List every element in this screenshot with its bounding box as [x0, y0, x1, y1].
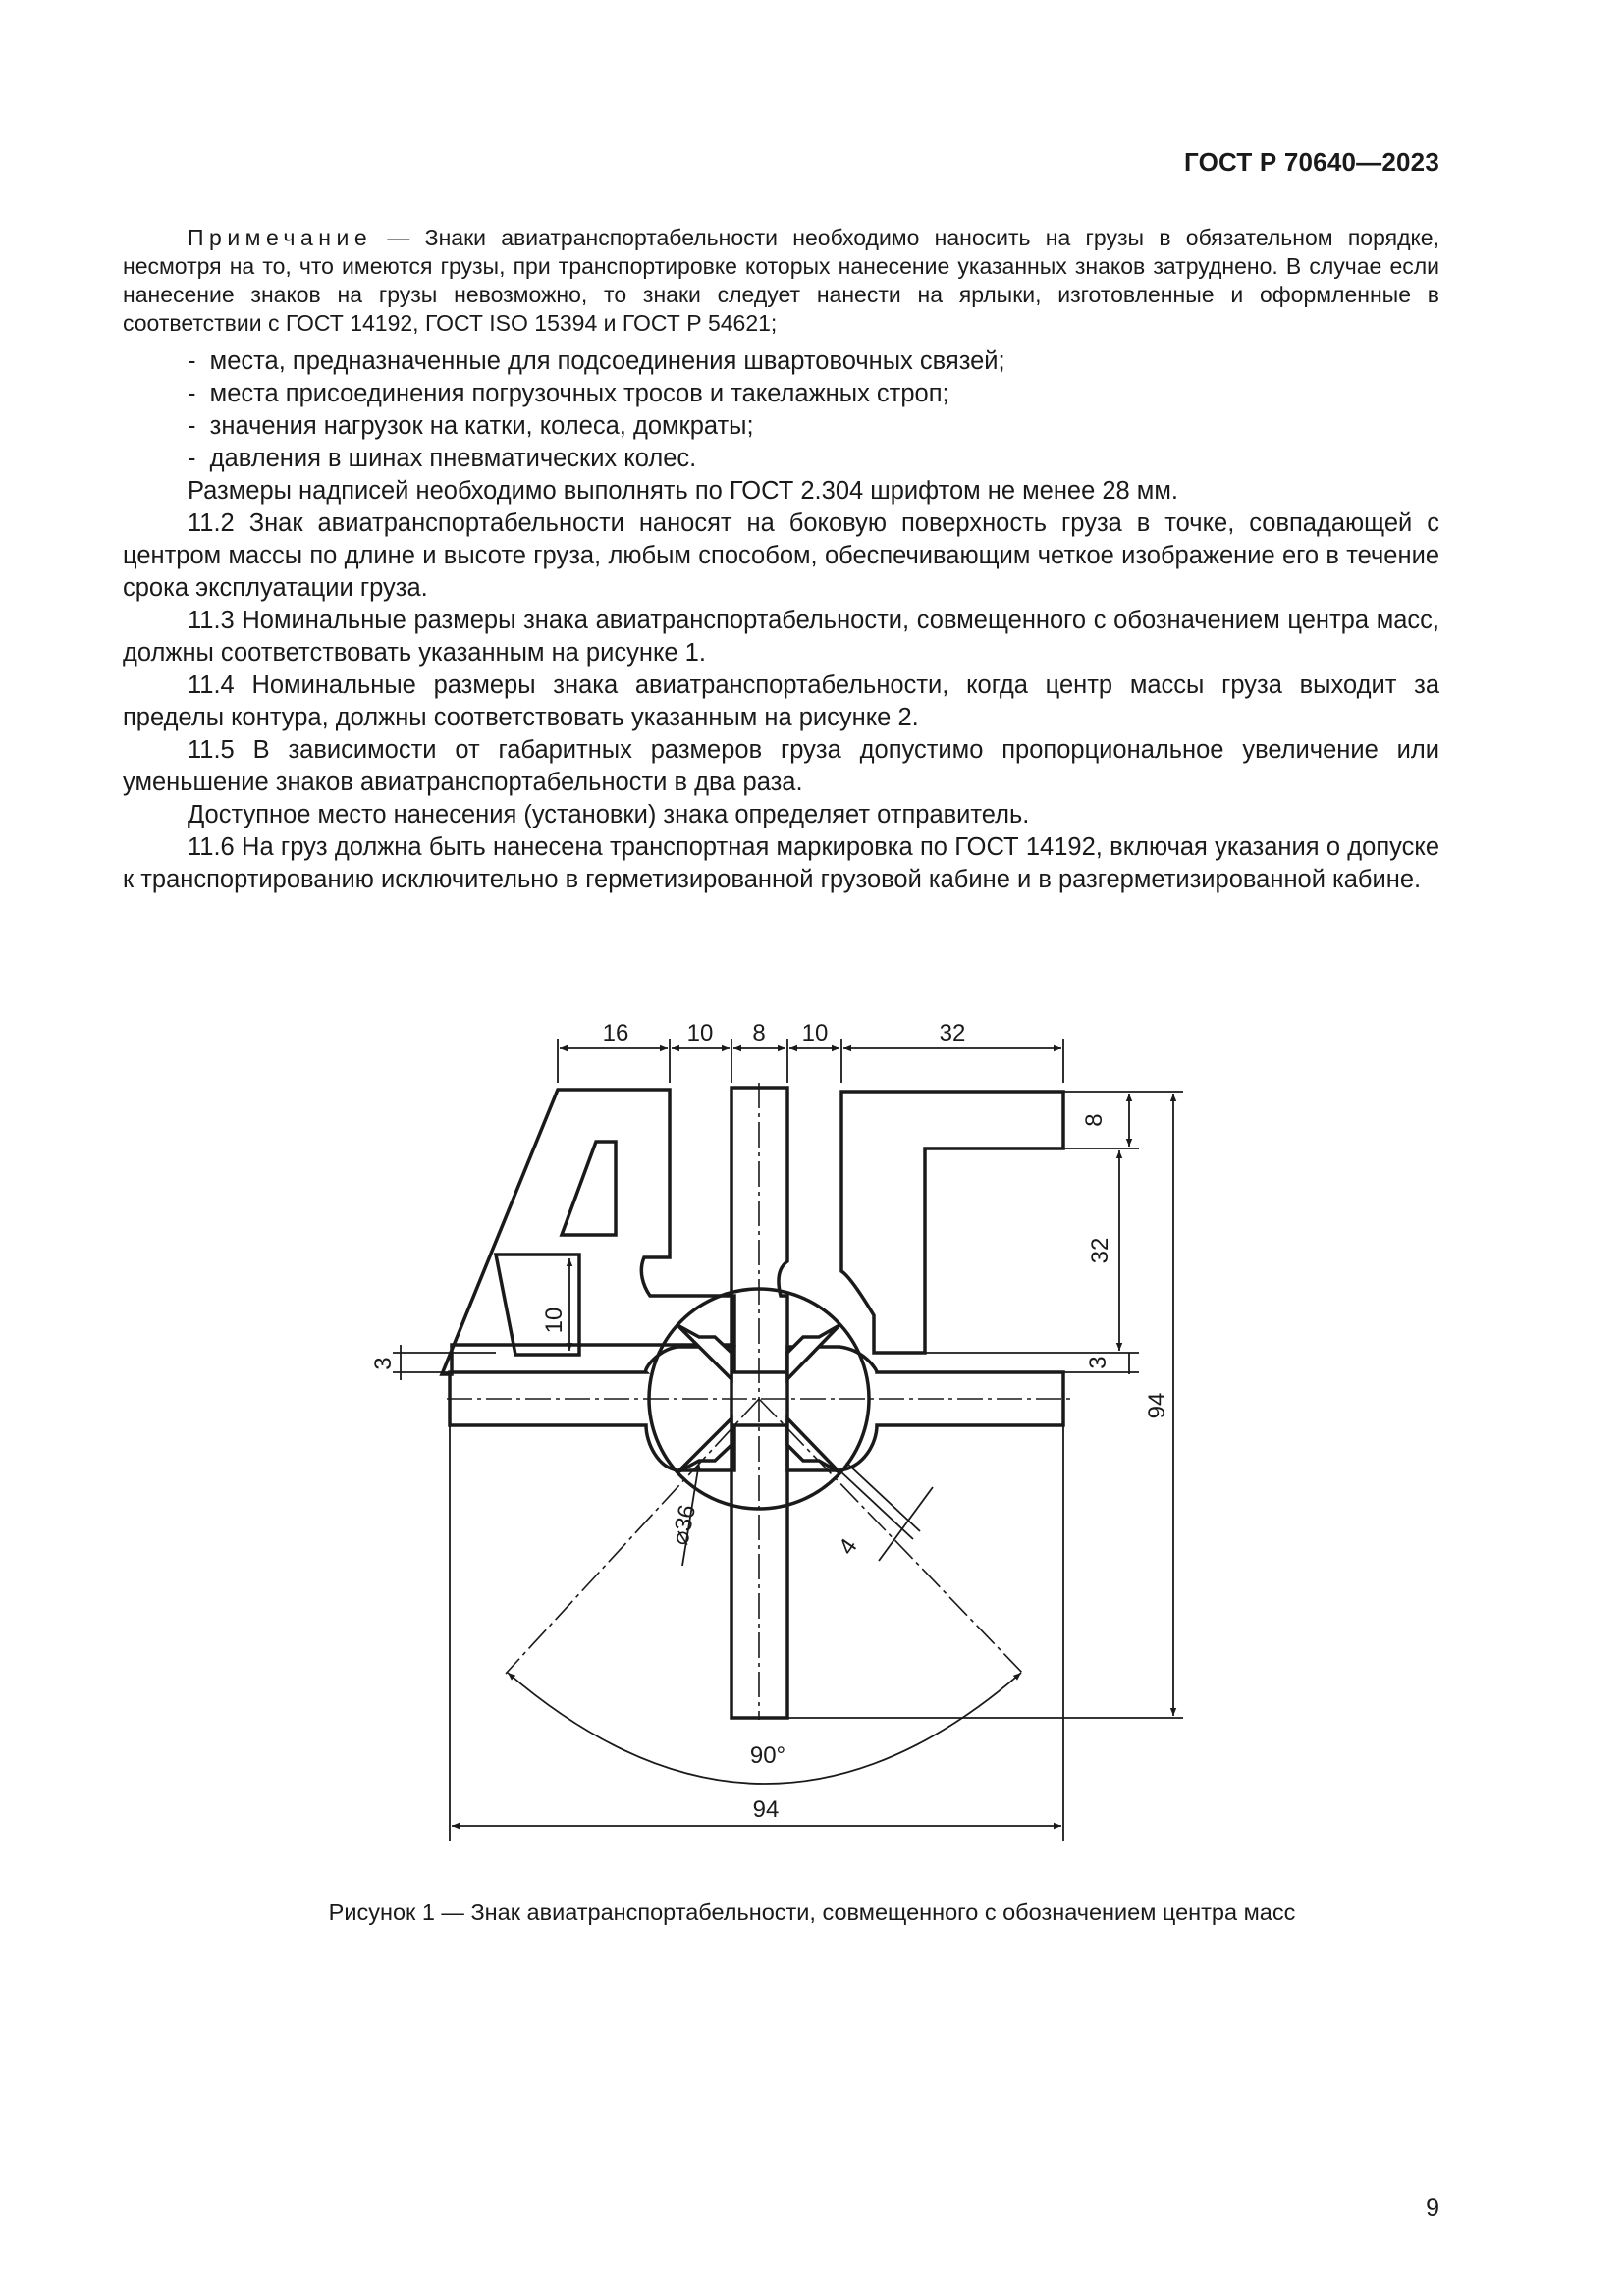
page-number: 9: [1426, 2194, 1439, 2221]
note-label: Примечание: [188, 225, 373, 250]
center-lines: [447, 1083, 1070, 1720]
paragraph: Размеры надписей необходимо выполнять по ГОСТ 2.304 шрифтом не менее 28 мм.: [188, 477, 1178, 505]
arrow-top-left: [677, 1325, 731, 1379]
arrow-top-right: [787, 1325, 839, 1379]
figure-1: [370, 1011, 1213, 1855]
dimension-labels: [370, 1020, 1170, 1823]
dim-label-10-left: 10: [686, 1020, 714, 1046]
dim-label-8-right: 8: [1081, 1113, 1108, 1127]
paragraph-11-4: 11.4 Номинальные размеры знака авиатранспортабельности, когда центр массы груза выходит за пределы контура, должны соответствовать указанным на рисунке 2.: [123, 671, 1439, 731]
dim-label-3-left: 3: [370, 1357, 397, 1370]
dim-label-8-top: 8: [752, 1020, 766, 1046]
paragraph-11-3: 11.3 Номинальные размеры знака авиатранспортабельности, совмещенного с обозначением центра масс, должны соответствовать указанным на рисунке 1.: [123, 607, 1439, 667]
dim-label-16: 16: [602, 1020, 629, 1046]
list-item: - значения нагрузок на катки, колеса, домкраты;: [188, 410, 1439, 443]
arrow-bottom-right: [787, 1418, 839, 1472]
list-item: - места присоединения погрузочных тросов и такелажных строп;: [188, 378, 1439, 410]
requirements-list: [123, 346, 1439, 475]
dim-label-4: 4: [833, 1533, 863, 1560]
horizontal-bar: [450, 1347, 1063, 1470]
dim-label-94-right: 94: [1144, 1392, 1170, 1419]
letter-a-counter: [562, 1142, 616, 1235]
list-item: - места, предназначенные для подсоединения швартовочных связей;: [188, 346, 1439, 378]
list-item: - давления в шинах пневматических колес.: [188, 443, 1439, 475]
paragraph-11-6: 11.6 На груз должна быть нанесена транспортная маркировка по ГОСТ 14192, включая указания о допуске к транспортированию исключительно в герметизированной грузовой кабине и в разгерметизированной кабине.: [123, 833, 1439, 893]
dim-label-diameter: ⌀36: [667, 1502, 702, 1548]
dim-label-32-top: 32: [939, 1020, 966, 1046]
figure-caption: Рисунок 1 — Знак авиатранспортабельности, совмещенного с обозначением центра масс: [328, 1899, 1296, 1925]
dim-label-32-right: 32: [1087, 1237, 1113, 1264]
sign-outline: [442, 1088, 1063, 1718]
body-text: [123, 224, 1439, 896]
letter-t-outline: [841, 1092, 1063, 1353]
aviation-sign-drawing: [370, 1011, 1213, 1855]
dim-label-10-right: 10: [801, 1020, 829, 1046]
paragraph-11-5: 11.5 В зависимости от габаритных размеров груза допустимо пропорциональное увеличение или уменьшение знаков авиатранспортабельности в два раза.: [123, 736, 1439, 796]
dim-label-94-bottom: 94: [752, 1796, 780, 1823]
paragraph-11-2: 11.2 Знак авиатранспортабельности наносят на боковую поверхность груза в точке, совпадающей с центром массы по длине и высоте груза, любым способом, обеспечивающим четкое изображение его в течение срока эксплуатации груза.: [123, 509, 1439, 602]
dim-label-3-right: 3: [1085, 1356, 1111, 1369]
arrow-bottom-left: [677, 1418, 731, 1472]
note-text: — Знаки авиатранспортабельности необходимо наносить на грузы в обязательном порядке, несмотря на то, что имеются грузы, при транспортировке которых нанесение указанных знаков затруднено. В случае если нанесение знаков на грузы невозможно, то знаки следует нанести на ярлыки, изготовленные и оформленные в соответствии с ГОСТ 14192, ГОСТ ISO 15394 и ГОСТ Р 54621;: [123, 225, 1439, 336]
document-id: ГОСТ Р 70640—2023: [1184, 147, 1439, 177]
note-paragraph: [123, 224, 1439, 338]
angle-label: 90°: [749, 1742, 786, 1769]
dim-label-10-left: 10: [541, 1307, 568, 1334]
paragraph: Доступное место нанесения (установки) знака определяет отправитель.: [188, 801, 1030, 828]
